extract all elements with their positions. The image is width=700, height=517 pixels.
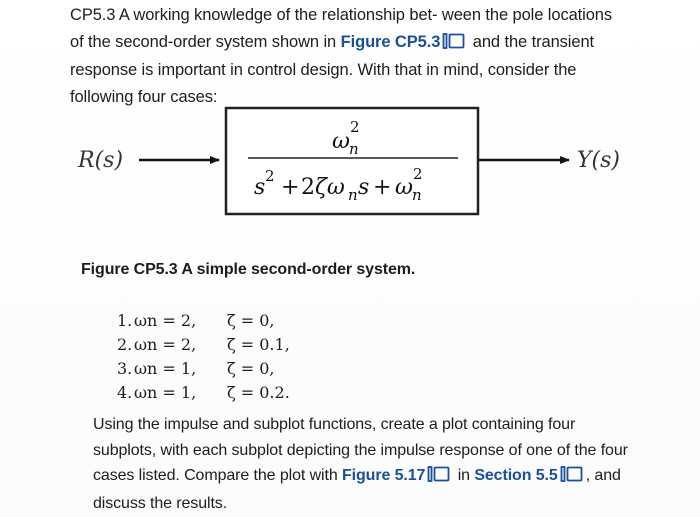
svg-text:n: n — [349, 140, 359, 158]
problem-statement — [70, 2, 630, 110]
case-natural-frequency: ωn = 1, — [134, 383, 197, 402]
figure-5-17-link[interactable]: Figure 5.17 — [341, 467, 426, 484]
svg-text:2: 2 — [350, 118, 360, 136]
task-statement — [93, 412, 633, 516]
svg-text:2: 2 — [413, 165, 423, 183]
case-natural-frequency: ωn = 2, — [134, 311, 197, 330]
case-number: 1. — [117, 311, 133, 330]
cases-list — [117, 309, 290, 405]
block-diagram — [0, 104, 700, 219]
list-item — [117, 357, 290, 381]
figure-cp5-3-link[interactable]: Figure CP5.3 — [340, 32, 441, 51]
case-damping-ratio: ζ = 0, — [227, 359, 275, 378]
svg-text:s: s — [358, 175, 370, 200]
case-number: 3. — [117, 359, 133, 378]
svg-text:ω: ω — [332, 129, 350, 154]
list-item — [117, 381, 290, 405]
case-damping-ratio: ζ = 0, — [227, 311, 275, 330]
case-natural-frequency: ωn = 1, — [134, 359, 197, 378]
list-item — [117, 333, 290, 357]
task-text-part3: , and discuss the results. — [93, 467, 621, 512]
svg-text:n: n — [348, 186, 358, 204]
task-text-part1: Using the impulse and subplot functions, create a plot containing four subplots, with each subplot depicting the impulse response of one of the four cases listed. Compare the plot with — [93, 416, 628, 484]
section-5-5-link[interactable]: Section 5.5 — [474, 467, 558, 484]
case-damping-ratio: ζ = 0.2. — [227, 383, 290, 402]
case-number: 4. — [117, 383, 133, 402]
svg-text:s: s — [254, 175, 266, 200]
svg-text:n: n — [412, 186, 422, 204]
task-text-part2: in — [453, 467, 475, 484]
svg-text:+: + — [281, 175, 300, 200]
figure-link-icon[interactable] — [442, 31, 466, 58]
svg-text:2: 2 — [265, 167, 275, 185]
case-damping-ratio: ζ = 0.1, — [227, 335, 290, 354]
output-signal-label: Y(s) — [577, 148, 620, 173]
case-number: 2. — [117, 335, 133, 354]
list-item — [117, 309, 290, 333]
problem-text-part2: and the transient response is important in control design. With that in mind, consider the following four cases: — [70, 32, 595, 106]
svg-text:ζω: ζω — [315, 175, 345, 200]
case-natural-frequency: ωn = 2, — [134, 335, 197, 354]
problem-text-part1: CP5.3 A working knowledge of the relationship bet- ween the pole locations of the second-order system shown in — [70, 6, 613, 51]
svg-text:2: 2 — [301, 175, 315, 200]
figure-caption: Figure CP5.3 A simple second-order system. — [81, 261, 416, 278]
svg-text:+: + — [373, 175, 392, 200]
figure-link-icon[interactable] — [427, 465, 451, 491]
svg-text:ω: ω — [395, 175, 413, 200]
section-link-icon[interactable] — [560, 465, 584, 491]
input-signal-label: R(s) — [78, 148, 124, 173]
